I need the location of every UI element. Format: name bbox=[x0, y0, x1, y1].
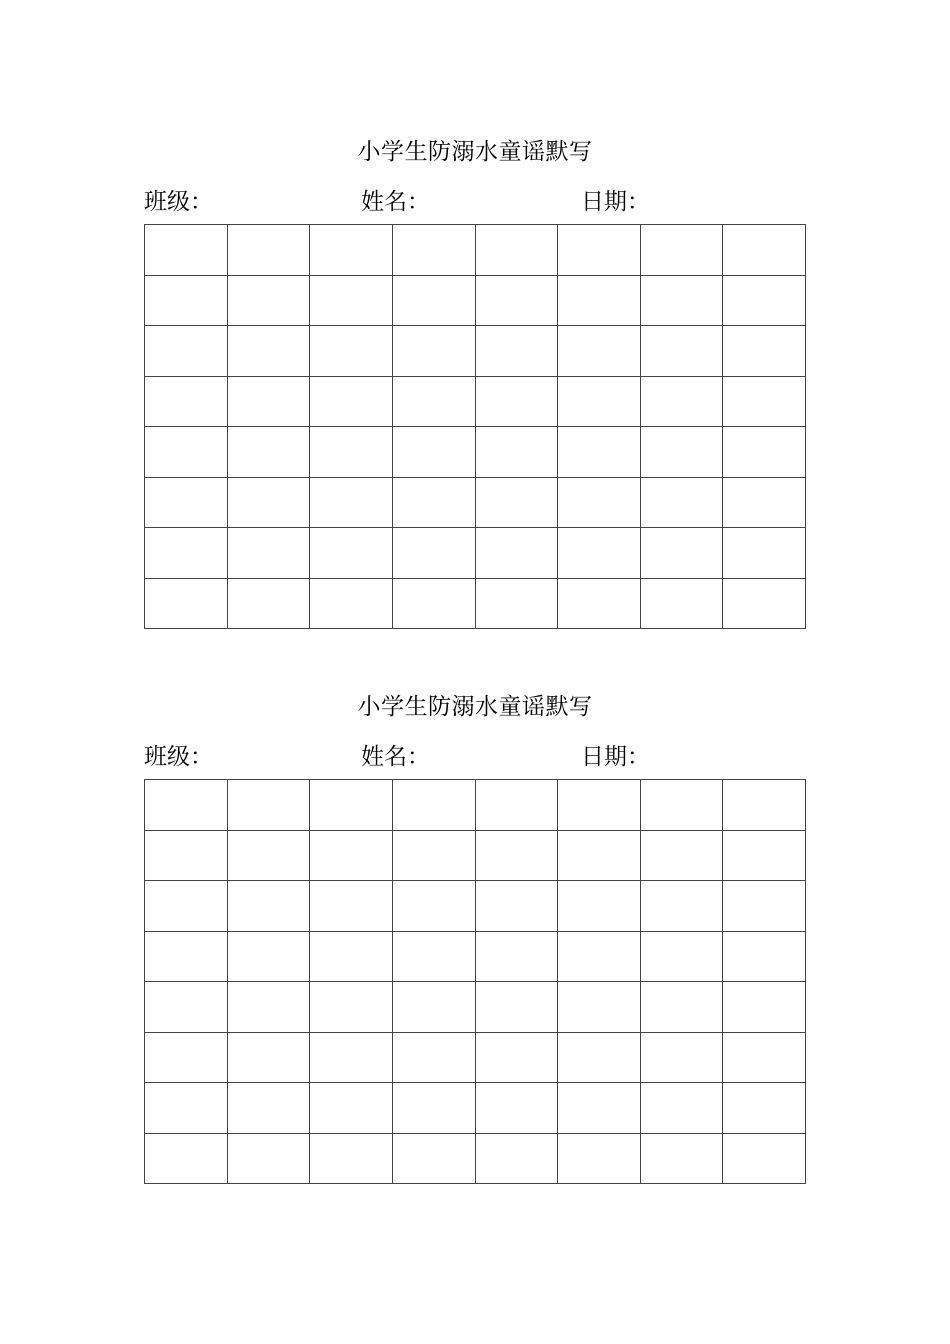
grid-cell[interactable] bbox=[476, 225, 559, 276]
grid-cell[interactable] bbox=[145, 377, 228, 428]
grid-cell[interactable] bbox=[228, 276, 311, 327]
grid-cell[interactable] bbox=[310, 1033, 393, 1084]
grid-cell[interactable] bbox=[393, 478, 476, 529]
grid-cell[interactable] bbox=[641, 982, 724, 1033]
grid-cell[interactable] bbox=[476, 881, 559, 932]
grid-cell[interactable] bbox=[558, 225, 641, 276]
grid-cell[interactable] bbox=[145, 528, 228, 579]
grid-cell[interactable] bbox=[641, 478, 724, 529]
grid-cell[interactable] bbox=[476, 1083, 559, 1134]
grid-cell[interactable] bbox=[228, 881, 311, 932]
grid-cell[interactable] bbox=[641, 1083, 724, 1134]
grid-cell[interactable] bbox=[558, 881, 641, 932]
grid-cell[interactable] bbox=[145, 579, 228, 630]
grid-cell[interactable] bbox=[476, 982, 559, 1033]
grid-cell[interactable] bbox=[145, 276, 228, 327]
grid-cell[interactable] bbox=[310, 579, 393, 630]
grid-cell[interactable] bbox=[476, 579, 559, 630]
date-label: 日期： bbox=[581, 189, 650, 215]
grid-cell[interactable] bbox=[476, 326, 559, 377]
grid-cell[interactable] bbox=[310, 427, 393, 478]
grid-cell[interactable] bbox=[723, 427, 806, 478]
grid-cell[interactable] bbox=[723, 831, 806, 882]
grid-cell[interactable] bbox=[310, 780, 393, 831]
grid-cell[interactable] bbox=[723, 579, 806, 630]
grid-cell[interactable] bbox=[228, 982, 311, 1033]
grid-cell[interactable] bbox=[723, 326, 806, 377]
grid-cell[interactable] bbox=[145, 1033, 228, 1084]
grid-cell[interactable] bbox=[641, 1134, 724, 1185]
grid-cell[interactable] bbox=[723, 1134, 806, 1185]
grid-cell[interactable] bbox=[641, 377, 724, 428]
grid-cell[interactable] bbox=[723, 1083, 806, 1134]
grid-cell[interactable] bbox=[393, 932, 476, 983]
student-info-row bbox=[144, 186, 806, 218]
writing-grid bbox=[144, 779, 806, 1184]
grid-cell[interactable] bbox=[641, 427, 724, 478]
grid-cell[interactable] bbox=[393, 427, 476, 478]
grid-cell[interactable] bbox=[723, 780, 806, 831]
date-label: 日期： bbox=[581, 744, 650, 770]
grid-cell[interactable] bbox=[228, 478, 311, 529]
grid-cell[interactable] bbox=[393, 225, 476, 276]
grid-cell[interactable] bbox=[558, 478, 641, 529]
grid-cell[interactable] bbox=[393, 326, 476, 377]
grid-cell[interactable] bbox=[393, 579, 476, 630]
grid-cell[interactable] bbox=[228, 528, 311, 579]
grid-cell[interactable] bbox=[393, 881, 476, 932]
grid-cell[interactable] bbox=[310, 831, 393, 882]
grid-cell[interactable] bbox=[310, 478, 393, 529]
grid-cell[interactable] bbox=[558, 1083, 641, 1134]
grid-cell[interactable] bbox=[145, 982, 228, 1033]
grid-cell[interactable] bbox=[558, 377, 641, 428]
grid-cell[interactable] bbox=[145, 1083, 228, 1134]
grid-cell[interactable] bbox=[228, 1134, 311, 1185]
grid-cell[interactable] bbox=[723, 276, 806, 327]
grid-cell[interactable] bbox=[641, 780, 724, 831]
grid-cell[interactable] bbox=[145, 780, 228, 831]
grid-cell[interactable] bbox=[723, 478, 806, 529]
grid-cell[interactable] bbox=[558, 528, 641, 579]
grid-cell[interactable] bbox=[310, 377, 393, 428]
sheet-title: 小学生防溺水童谣默写 bbox=[357, 694, 593, 720]
grid-cell[interactable] bbox=[476, 528, 559, 579]
grid-cell[interactable] bbox=[393, 1033, 476, 1084]
grid-cell[interactable] bbox=[310, 326, 393, 377]
name-label: 姓名： bbox=[361, 744, 430, 770]
grid-cell[interactable] bbox=[641, 1033, 724, 1084]
grid-cell[interactable] bbox=[145, 1134, 228, 1185]
grid-cell[interactable] bbox=[310, 932, 393, 983]
student-info-row bbox=[144, 741, 806, 773]
grid-cell[interactable] bbox=[310, 982, 393, 1033]
grid-cell[interactable] bbox=[393, 831, 476, 882]
grid-cell[interactable] bbox=[641, 932, 724, 983]
grid-cell[interactable] bbox=[228, 780, 311, 831]
grid-cell[interactable] bbox=[723, 377, 806, 428]
grid-cell[interactable] bbox=[558, 579, 641, 630]
grid-cell[interactable] bbox=[558, 427, 641, 478]
grid-cell[interactable] bbox=[228, 326, 311, 377]
grid-cell[interactable] bbox=[476, 780, 559, 831]
grid-cell[interactable] bbox=[641, 276, 724, 327]
grid-cell[interactable] bbox=[558, 276, 641, 327]
grid-cell[interactable] bbox=[476, 276, 559, 327]
grid-cell[interactable] bbox=[310, 1134, 393, 1185]
grid-cell[interactable] bbox=[145, 326, 228, 377]
grid-cell[interactable] bbox=[393, 982, 476, 1033]
grid-cell[interactable] bbox=[476, 427, 559, 478]
grid-cell[interactable] bbox=[476, 478, 559, 529]
grid-cell[interactable] bbox=[228, 831, 311, 882]
grid-cell[interactable] bbox=[723, 1033, 806, 1084]
grid-cell[interactable] bbox=[145, 427, 228, 478]
grid-cell[interactable] bbox=[723, 932, 806, 983]
grid-cell[interactable] bbox=[476, 932, 559, 983]
grid-cell[interactable] bbox=[310, 881, 393, 932]
grid-cell[interactable] bbox=[310, 528, 393, 579]
grid-cell[interactable] bbox=[145, 225, 228, 276]
grid-cell[interactable] bbox=[393, 1134, 476, 1185]
grid-cell[interactable] bbox=[558, 780, 641, 831]
grid-cell[interactable] bbox=[558, 1134, 641, 1185]
grid-cell[interactable] bbox=[723, 881, 806, 932]
grid-cell[interactable] bbox=[145, 831, 228, 882]
grid-cell[interactable] bbox=[558, 831, 641, 882]
grid-cell[interactable] bbox=[228, 932, 311, 983]
grid-cell[interactable] bbox=[641, 881, 724, 932]
grid-cell[interactable] bbox=[393, 1083, 476, 1134]
grid-cell[interactable] bbox=[558, 932, 641, 983]
grid-cell[interactable] bbox=[723, 225, 806, 276]
grid-cell[interactable] bbox=[476, 377, 559, 428]
grid-cell[interactable] bbox=[723, 528, 806, 579]
class-label: 班级： bbox=[144, 744, 213, 770]
grid-cell[interactable] bbox=[641, 579, 724, 630]
grid-cell[interactable] bbox=[558, 1033, 641, 1084]
grid-cell[interactable] bbox=[393, 276, 476, 327]
writing-grid bbox=[144, 224, 806, 629]
grid-cell[interactable] bbox=[558, 982, 641, 1033]
grid-cell[interactable] bbox=[476, 831, 559, 882]
grid-cell[interactable] bbox=[723, 982, 806, 1033]
grid-cell[interactable] bbox=[558, 326, 641, 377]
grid-cell[interactable] bbox=[641, 528, 724, 579]
grid-cell[interactable] bbox=[393, 377, 476, 428]
name-label: 姓名： bbox=[361, 189, 430, 215]
grid-cell[interactable] bbox=[228, 579, 311, 630]
grid-cell[interactable] bbox=[310, 276, 393, 327]
grid-cell[interactable] bbox=[310, 225, 393, 276]
grid-cell[interactable] bbox=[228, 1083, 311, 1134]
grid-cell[interactable] bbox=[641, 831, 724, 882]
grid-cell[interactable] bbox=[228, 225, 311, 276]
grid-cell[interactable] bbox=[145, 478, 228, 529]
class-label: 班级： bbox=[144, 189, 213, 215]
grid-cell[interactable] bbox=[476, 1033, 559, 1084]
grid-cell[interactable] bbox=[310, 1083, 393, 1134]
grid-cell[interactable] bbox=[228, 377, 311, 428]
grid-cell[interactable] bbox=[641, 225, 724, 276]
grid-cell[interactable] bbox=[228, 1033, 311, 1084]
grid-cell[interactable] bbox=[228, 427, 311, 478]
grid-cell[interactable] bbox=[145, 881, 228, 932]
grid-cell[interactable] bbox=[393, 780, 476, 831]
grid-cell[interactable] bbox=[641, 326, 724, 377]
sheet-title: 小学生防溺水童谣默写 bbox=[357, 139, 593, 165]
grid-cell[interactable] bbox=[476, 1134, 559, 1185]
grid-cell[interactable] bbox=[145, 932, 228, 983]
grid-cell[interactable] bbox=[393, 528, 476, 579]
